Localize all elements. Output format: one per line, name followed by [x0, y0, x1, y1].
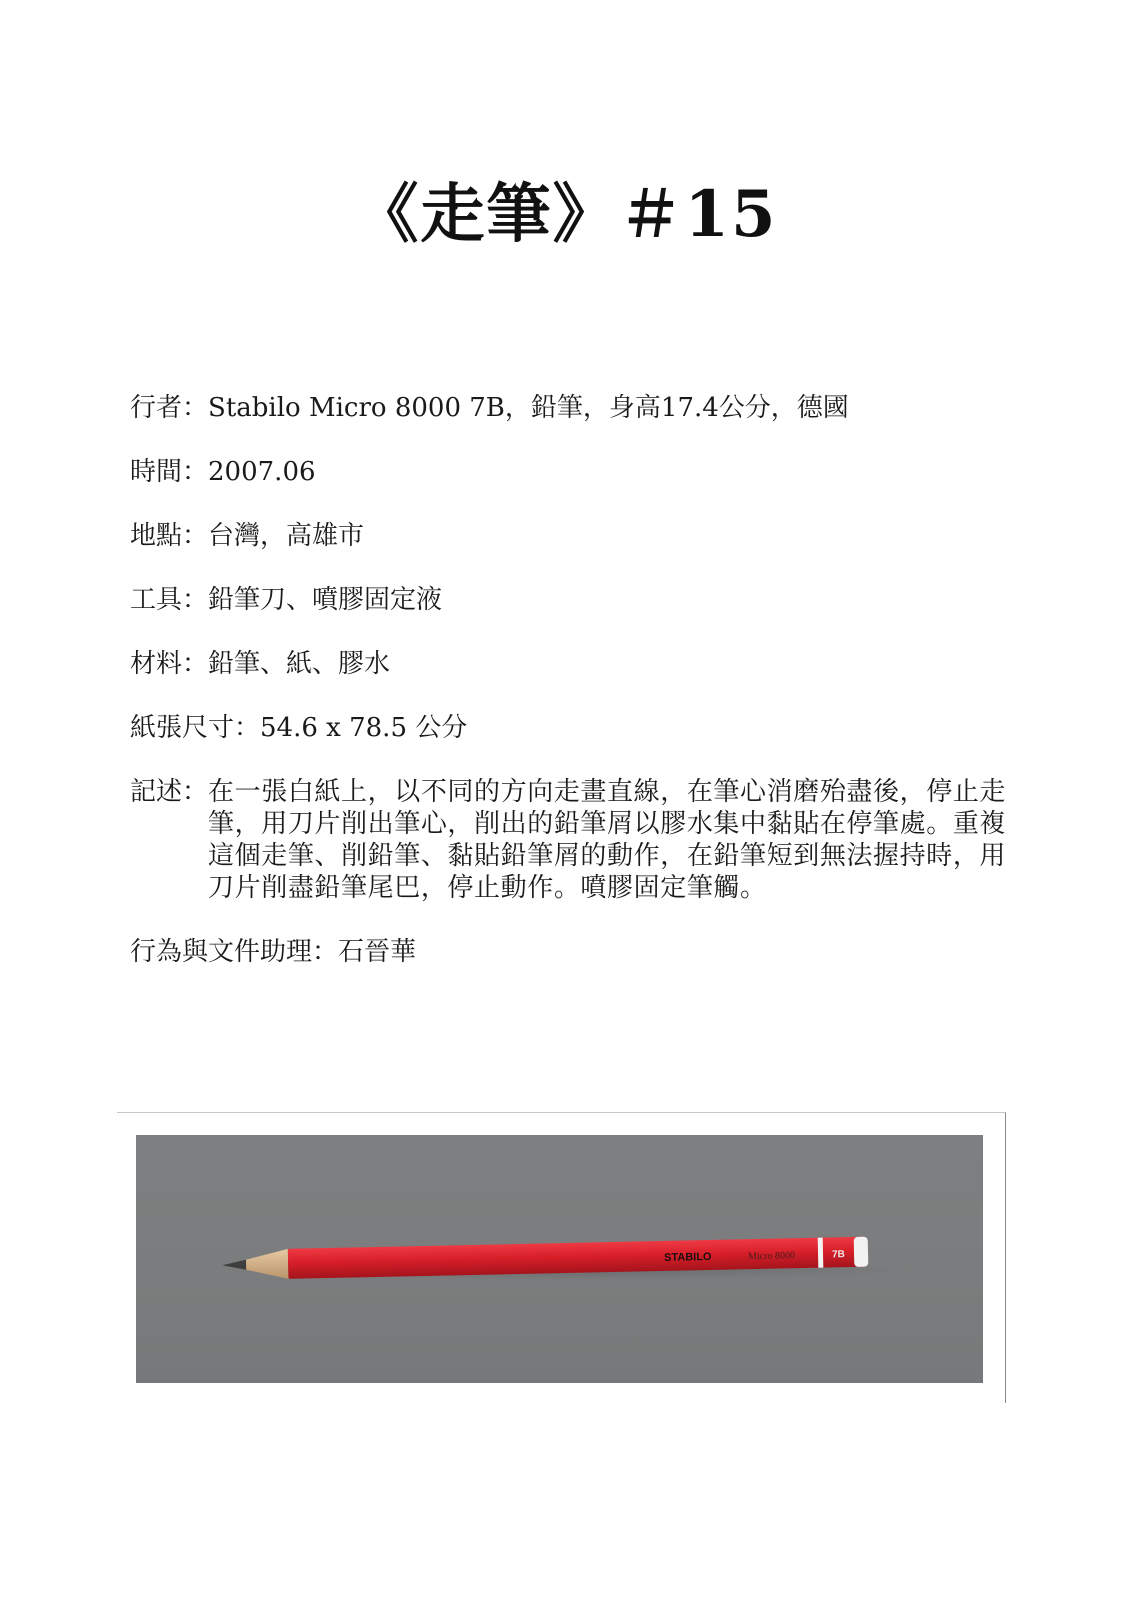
pencil-wood	[246, 1249, 289, 1280]
field-value: 台灣，高雄市	[208, 521, 365, 551]
field-assistant	[130, 936, 1010, 968]
field-label: 地點：	[130, 521, 209, 551]
field-value: 石晉華	[338, 937, 417, 967]
field-label: 行為與文件助理：	[130, 937, 339, 967]
pencil-brand-text: STABILO	[663, 1250, 712, 1264]
field-label: 工具：	[130, 585, 209, 615]
page-title: 《走筆》＃15	[354, 177, 778, 252]
field-value: Stabilo Micro 8000 7B，鉛筆，身高17.4公分，德國	[208, 393, 849, 423]
field-label: 紙張尺寸：	[130, 713, 261, 743]
field-label: 時間：	[130, 457, 209, 487]
field-materials	[130, 648, 1010, 680]
field-performer	[130, 392, 1010, 424]
field-label: 行者：	[130, 393, 209, 423]
field-label: 記述：	[130, 777, 209, 807]
pencil-model-text: Micro 8000	[747, 1250, 796, 1263]
artwork-info	[130, 392, 1010, 1000]
field-tools	[130, 584, 1010, 616]
field-label: 材料：	[130, 649, 209, 679]
pencil-illustration	[136, 1135, 983, 1383]
field-value: 鉛筆刀、噴膠固定液	[208, 585, 443, 615]
field-value: 在一張白紙上，以不同的方向走畫直線，在筆心消磨殆盡後，停止走筆，用刀片削出筆心，削出的鉛筆屑以膠水集中黏貼在停筆處。重複這個走筆、削鉛筆、黏貼鉛筆屑的動作，在鉛筆短到無法握持時，用刀片削盡鉛筆尾巴，停止動作。噴膠固定筆觸。	[208, 777, 1007, 903]
field-description	[130, 776, 1010, 904]
pencil-photo	[136, 1135, 983, 1383]
pencil-grade-text: 7B	[831, 1249, 845, 1261]
field-location	[130, 520, 1010, 552]
pencil-lead	[222, 1260, 246, 1271]
field-value: 54.6 x 78.5 公分	[260, 713, 468, 743]
field-paper-size	[130, 712, 1010, 744]
field-value: 2007.06	[208, 457, 316, 487]
pencil-ring	[818, 1238, 824, 1268]
field-value: 鉛筆、紙、膠水	[208, 649, 391, 679]
field-date	[130, 456, 1010, 488]
pencil-cap	[854, 1237, 869, 1267]
